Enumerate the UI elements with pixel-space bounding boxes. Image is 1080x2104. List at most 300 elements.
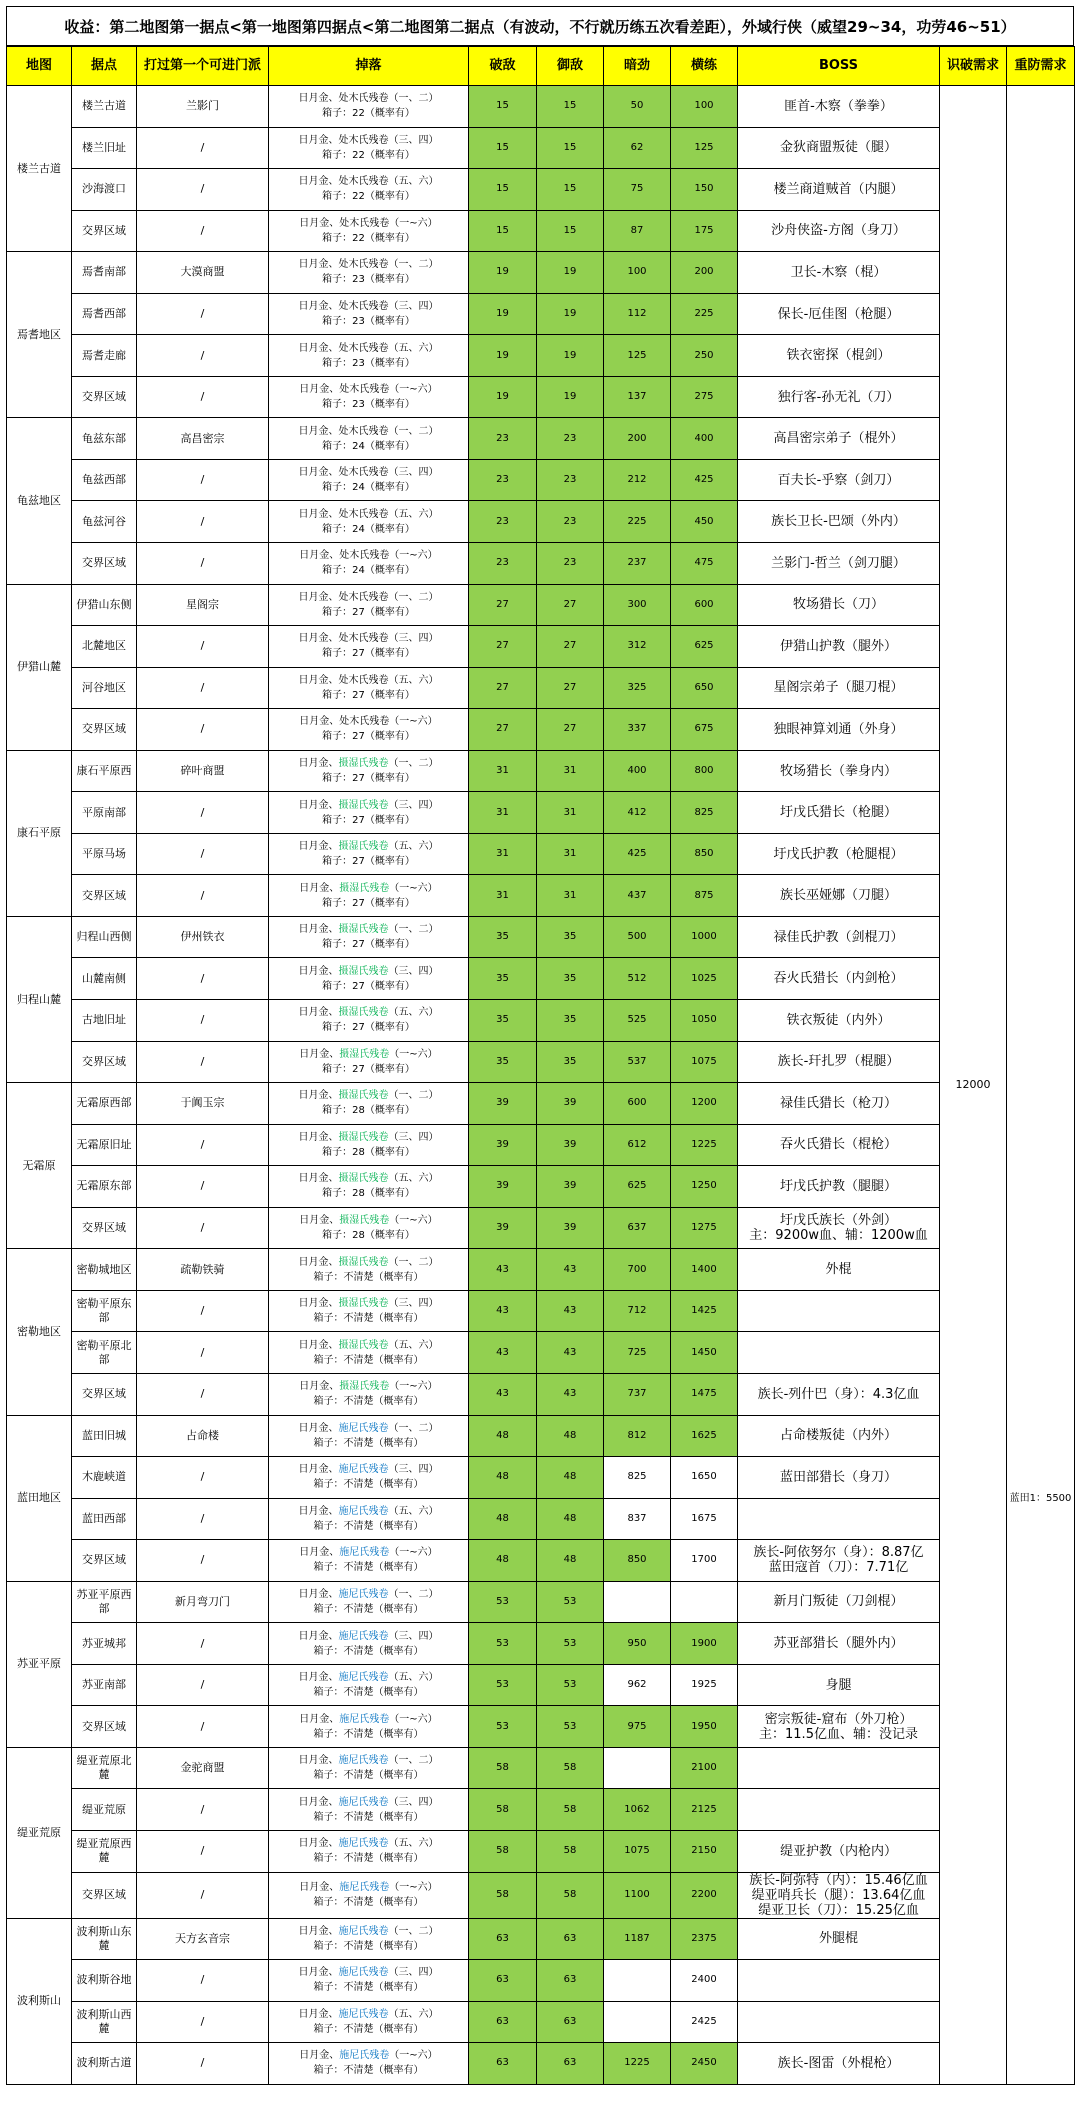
table-row	[7, 1332, 1075, 1374]
box-text: 箱子：27（概率有）	[322, 814, 415, 826]
scroll-name: 摄湿氏残卷	[338, 1298, 389, 1310]
map-cell: 缇亚荒原	[7, 1747, 72, 1918]
scroll-name: 摄湿氏残卷	[339, 1381, 390, 1393]
point-cell: 交界区域	[72, 1540, 137, 1582]
scroll-name: 施尼氏残卷	[339, 1547, 390, 1559]
drop-line	[271, 439, 466, 454]
sect-cell: 金驼商盟	[137, 1747, 269, 1789]
stat-cell: 15	[537, 86, 604, 128]
point-cell: 波利斯山西麓	[72, 2001, 137, 2043]
drop-line	[271, 1477, 466, 1492]
drop-text: 日月金、处木氏残卷（三、四）	[298, 134, 439, 146]
stat-cell: 19	[469, 252, 537, 294]
drop-text: （一、二）	[388, 1090, 439, 1102]
sect-cell: /	[137, 667, 269, 709]
table-row	[7, 1830, 1075, 1872]
drop-text: （五、六）	[388, 1838, 439, 1850]
stat-cell: 1675	[671, 1498, 738, 1540]
box-text: 箱子：28（概率有）	[322, 1188, 415, 1200]
stat-cell: 300	[604, 584, 671, 626]
table-row	[7, 2001, 1075, 2043]
stat-cell: 35	[537, 916, 604, 958]
stat-cell: 63	[537, 1960, 604, 2002]
stat-cell: 650	[671, 667, 738, 709]
stat-cell: 312	[604, 626, 671, 668]
header-cell: BOSS	[738, 47, 940, 86]
drop-cell	[269, 709, 469, 751]
drop-text: 日月金、	[298, 1755, 339, 1767]
boss-line: 族长-阿依努尔（身）：8.87亿	[753, 1545, 924, 1561]
drop-line	[271, 1394, 466, 1409]
box-text: 箱子：27（概率有）	[322, 1022, 415, 1034]
drop-line	[271, 922, 466, 937]
boss-line: 星阁宗弟子（腿刀棍）	[773, 680, 904, 696]
stat-cell: 23	[469, 459, 537, 501]
boss-line: 圩戊氏猎长（枪腿）	[779, 805, 897, 821]
stat-cell: 27	[469, 626, 537, 668]
table-row	[7, 1249, 1075, 1291]
table-row	[7, 459, 1075, 501]
box-text: 箱子：23（概率有）	[322, 316, 415, 327]
drop-cell	[269, 501, 469, 543]
sect-cell: 高昌密宗	[137, 418, 269, 460]
drop-text: 日月金、	[298, 1422, 339, 1434]
point-cell: 交界区域	[72, 210, 137, 252]
stat-cell: 19	[469, 293, 537, 335]
box-text: 箱子：不清楚（概率有）	[313, 1437, 424, 1449]
drop-text: 日月金、	[298, 1925, 339, 1937]
stat-cell: 237	[604, 543, 671, 585]
box-text: 箱子：24（概率有）	[322, 440, 415, 452]
drop-cell	[269, 1540, 469, 1582]
stat-cell: 475	[671, 543, 738, 585]
stat-cell: 15	[469, 127, 537, 169]
stat-cell: 23	[469, 543, 537, 585]
sect-cell: /	[137, 1706, 269, 1748]
stat-cell: 1062	[604, 1789, 671, 1831]
stat-cell: 53	[537, 1623, 604, 1665]
table-row	[7, 1918, 1075, 1960]
stat-cell: 53	[537, 1706, 604, 1748]
drop-text: （一、二）	[388, 1755, 439, 1767]
stat-cell: 43	[469, 1290, 537, 1332]
drop-line	[271, 771, 466, 786]
stat-cell: 2100	[671, 1747, 738, 1789]
stat-cell: 437	[604, 875, 671, 917]
drop-text: （一~六）	[389, 882, 438, 894]
point-cell: 平原马场	[72, 833, 137, 875]
drop-line	[271, 1965, 466, 1980]
box-text: 箱子：22（概率有）	[322, 191, 415, 203]
boss-cell	[738, 169, 940, 211]
stat-cell: 27	[537, 709, 604, 751]
sect-cell: 兰影门	[137, 86, 269, 128]
drop-line	[271, 133, 466, 148]
scroll-name: 施尼氏残卷	[338, 1505, 389, 1517]
boss-cell	[738, 792, 940, 834]
point-cell: 波利斯古道	[72, 2043, 137, 2085]
map-cell: 楼兰古道	[7, 86, 72, 252]
boss-line: 百夫长-乎察（剑刀）	[777, 472, 900, 488]
boss-line: 缇亚卫长（刀）：15.25亿血	[758, 1902, 919, 1918]
stat-cell: 39	[537, 1124, 604, 1166]
drop-text: 日月金、	[298, 1256, 339, 1268]
sect-cell: /	[137, 501, 269, 543]
boss-cell	[738, 376, 940, 418]
stat-cell: 43	[537, 1332, 604, 1374]
drop-cell	[269, 958, 469, 1000]
sect-cell: /	[137, 376, 269, 418]
drop-text: 日月金、处木氏残卷（五、六）	[298, 342, 439, 354]
drop-text: （一~六）	[389, 1547, 438, 1559]
point-cell: 交界区域	[72, 1207, 137, 1249]
drop-cell	[269, 1207, 469, 1249]
boss-line: 禄佳氏猎长（枪刀）	[779, 1095, 897, 1111]
drop-line	[271, 2048, 466, 2063]
sect-cell: 伊州铁衣	[137, 916, 269, 958]
stat-cell: 1425	[671, 1290, 738, 1332]
boss-cell	[738, 501, 940, 543]
drop-line	[271, 1560, 466, 1575]
drop-line	[271, 1062, 466, 1077]
table-row	[7, 1872, 1075, 1918]
point-cell: 交界区域	[72, 1706, 137, 1748]
stat-cell: 1275	[671, 1207, 738, 1249]
drop-cell	[269, 792, 469, 834]
boss-line: 主：11.5亿血、辅：没记录	[759, 1726, 918, 1742]
stat-cell: 1450	[671, 1332, 738, 1374]
box-text: 箱子：27（概率有）	[322, 648, 415, 660]
boss-line: 族长卫长-巴颂（外内）	[771, 514, 906, 530]
stat-cell: 212	[604, 459, 671, 501]
drop-line	[271, 756, 466, 771]
stat-cell: 500	[604, 916, 671, 958]
stat-cell: 27	[537, 626, 604, 668]
drop-line	[271, 1519, 466, 1534]
table-row	[7, 1373, 1075, 1415]
boss-line: 匪首-木察（拳拳）	[784, 98, 893, 114]
box-text: 箱子：不清楚（概率有）	[313, 1687, 424, 1699]
stat-cell: 2400	[671, 1960, 738, 2002]
drop-line	[271, 1587, 466, 1602]
drop-cell	[269, 916, 469, 958]
stat-cell: 512	[604, 958, 671, 1000]
drop-cell	[269, 293, 469, 335]
boss-cell	[738, 418, 940, 460]
drop-cell	[269, 418, 469, 460]
drop-text: 日月金、	[299, 1048, 340, 1060]
scroll-name: 施尼氏残卷	[338, 1925, 389, 1937]
drop-line	[271, 979, 466, 994]
stat-cell: 800	[671, 750, 738, 792]
drop-text: 日月金、	[298, 1630, 339, 1642]
stat-cell: 850	[671, 833, 738, 875]
boss-cell	[738, 1041, 940, 1083]
point-cell: 密勒平原东部	[72, 1290, 137, 1332]
drop-line	[271, 896, 466, 911]
boss-cell	[738, 667, 940, 709]
drop-text: 日月金、	[298, 1672, 339, 1684]
drop-cell	[269, 1373, 469, 1415]
table-row	[7, 1124, 1075, 1166]
drop-cell	[269, 626, 469, 668]
drop-text: （五、六）	[388, 1505, 439, 1517]
box-text: 箱子：27（概率有）	[322, 897, 415, 909]
table-row	[7, 1041, 1075, 1083]
boss-line: 蓝田寇首（刀）：7.71亿	[768, 1560, 909, 1576]
drop-line	[271, 605, 466, 620]
spreadsheet	[6, 6, 1074, 2085]
stat-cell: 58	[469, 1872, 537, 1918]
stat-cell: 48	[469, 1457, 537, 1499]
box-text: 箱子：23（概率有）	[322, 357, 415, 369]
stat-cell	[671, 1581, 738, 1623]
drop-line	[271, 964, 466, 979]
drop-text: 日月金、	[299, 1713, 340, 1725]
header-cell: 暗劲	[604, 47, 671, 86]
stat-cell	[604, 1747, 671, 1789]
stat-cell: 63	[469, 1918, 537, 1960]
drop-text: 日月金、处木氏残卷（一~六）	[299, 384, 438, 396]
scroll-name: 摄湿氏残卷	[338, 1007, 389, 1019]
stat-cell: 19	[469, 335, 537, 377]
stat-cell: 63	[469, 1960, 537, 2002]
boss-line: 族长-列什巴（身）：4.3亿血	[757, 1386, 920, 1402]
drop-line	[271, 424, 466, 439]
boss-cell	[738, 1540, 940, 1582]
sect-cell: /	[137, 1498, 269, 1540]
point-cell: 缇亚荒原西麓	[72, 1830, 137, 1872]
boss-line: 族长-图雷（外棍枪）	[777, 2055, 900, 2071]
boss-cell	[738, 2001, 940, 2043]
box-text: 箱子：27（概率有）	[322, 1063, 415, 1075]
map-cell: 无霜原	[7, 1083, 72, 1249]
drop-line	[271, 91, 466, 106]
stat-cell: 600	[671, 584, 738, 626]
stat-cell: 31	[537, 875, 604, 917]
boss-line: 外腿棍	[818, 1931, 858, 1947]
drop-text: （一~六）	[389, 2050, 438, 2062]
stat-cell: 525	[604, 1000, 671, 1042]
table-row	[7, 335, 1075, 377]
scroll-name: 施尼氏残卷	[338, 1967, 389, 1979]
drop-line	[271, 1924, 466, 1939]
drop-line	[271, 813, 466, 828]
stat-cell: 1925	[671, 1664, 738, 1706]
drop-line	[271, 714, 466, 729]
table-row	[7, 1207, 1075, 1249]
sect-cell: /	[137, 1041, 269, 1083]
box-text: 箱子：不清楚（概率有）	[313, 1396, 424, 1408]
point-cell: 焉耆走廊	[72, 335, 137, 377]
drop-text: 日月金、	[298, 965, 339, 977]
stat-cell: 53	[537, 1581, 604, 1623]
boss-cell	[738, 1747, 940, 1789]
drop-line	[271, 1130, 466, 1145]
drop-line	[271, 1851, 466, 1866]
drop-cell	[269, 1000, 469, 1042]
boss-cell	[738, 1166, 940, 1208]
drop-line	[271, 1836, 466, 1851]
boss-cell	[738, 293, 940, 335]
boss-cell	[738, 543, 940, 585]
scroll-name: 摄湿氏残卷	[338, 1090, 389, 1102]
drop-text: 日月金、处木氏残卷（一~六）	[299, 716, 438, 728]
drop-text: 日月金、处木氏残卷（一、二）	[298, 259, 439, 271]
stat-cell: 2425	[671, 2001, 738, 2043]
boss-line: 占命楼叛徒（内外）	[779, 1428, 897, 1444]
drop-line	[271, 881, 466, 896]
drop-line	[271, 216, 466, 231]
drop-text: 日月金、	[298, 1131, 339, 1143]
stat-cell: 225	[604, 501, 671, 543]
drop-text: 日月金、	[298, 1967, 339, 1979]
stat-cell: 48	[469, 1415, 537, 1457]
stat-cell: 1075	[604, 1830, 671, 1872]
box-text: 箱子：23（概率有）	[322, 399, 415, 411]
stat-cell	[604, 1960, 671, 2002]
table-row	[7, 169, 1075, 211]
drop-line	[271, 397, 466, 412]
point-cell: 北麓地区	[72, 626, 137, 668]
drop-line	[271, 1939, 466, 1954]
boss-cell	[738, 1207, 940, 1249]
drop-text: （五、六）	[388, 1339, 439, 1351]
table-row	[7, 833, 1075, 875]
drop-text: 日月金、	[298, 924, 339, 936]
drop-text: （五、六）	[388, 1173, 439, 1185]
sect-cell: /	[137, 2001, 269, 2043]
drop-line	[271, 2063, 466, 2078]
point-cell: 苏亚城邦	[72, 1623, 137, 1665]
boss-cell	[738, 958, 940, 1000]
boss-line: 保长-厄佳图（枪腿）	[777, 306, 900, 322]
drop-line	[271, 563, 466, 578]
table-row	[7, 584, 1075, 626]
sect-cell: /	[137, 1960, 269, 2002]
drop-cell	[269, 1747, 469, 1789]
table-row	[7, 1747, 1075, 1789]
stat-cell: 600	[604, 1083, 671, 1125]
stat-cell	[604, 2001, 671, 2043]
drop-text: 日月金、	[298, 1090, 339, 1102]
stat-cell: 725	[604, 1332, 671, 1374]
stat-cell: 837	[604, 1498, 671, 1540]
header-cell: 识破需求	[940, 47, 1007, 86]
box-text: 箱子：不清楚（概率有）	[313, 1853, 424, 1865]
boss-line: 吞火氏猎长（内剑枪）	[773, 971, 904, 987]
drop-line	[271, 673, 466, 688]
drop-line	[271, 1005, 466, 1020]
stat-cell: 612	[604, 1124, 671, 1166]
boss-cell	[738, 459, 940, 501]
boss-cell	[738, 709, 940, 751]
drop-cell	[269, 1457, 469, 1499]
drop-line	[271, 507, 466, 522]
boss-cell	[738, 1290, 940, 1332]
boss-cell	[738, 1249, 940, 1291]
stat-cell: 15	[469, 169, 537, 211]
boss-line: 圩戊氏族长（外剑）	[779, 1213, 897, 1229]
stat-cell: 53	[537, 1664, 604, 1706]
boss-line: 族长巫娅娜（刀腿）	[779, 888, 897, 904]
point-cell: 无霜原西部	[72, 1083, 137, 1125]
point-cell: 苏亚南部	[72, 1664, 137, 1706]
stat-cell: 175	[671, 210, 738, 252]
scroll-name: 施尼氏残卷	[338, 1630, 389, 1642]
boss-cell	[738, 1706, 940, 1748]
drop-cell	[269, 1830, 469, 1872]
drop-text: （三、四）	[388, 1967, 439, 1979]
stat-cell: 27	[469, 709, 537, 751]
stat-cell: 537	[604, 1041, 671, 1083]
drop-text: 日月金、处木氏残卷（三、四）	[298, 301, 439, 312]
stat-cell: 875	[671, 875, 738, 917]
box-text: 箱子：不清楚（概率有）	[313, 1562, 424, 1574]
stat-cell: 35	[537, 958, 604, 1000]
drop-line	[271, 231, 466, 246]
sect-cell: /	[137, 1290, 269, 1332]
stat-cell: 125	[604, 335, 671, 377]
sheet-title: 收益：第二地图第一据点<第一地图第四据点<第二地图第二据点（有波动，不行就历练五次看差距），外域行侠（威望29~34，功劳46~51）	[6, 6, 1074, 46]
table-row	[7, 626, 1075, 668]
boss-line: 族长-阿弥特（内）：15.46亿血	[749, 1872, 928, 1888]
box-text: 箱子：28（概率有）	[322, 1230, 415, 1242]
drop-line	[271, 1712, 466, 1727]
box-text: 箱子：不清楚（概率有）	[313, 1940, 424, 1952]
drop-line	[271, 1145, 466, 1160]
box-text: 箱子：不清楚（概率有）	[313, 1479, 424, 1491]
point-cell: 交界区域	[72, 543, 137, 585]
drop-text: （一、二）	[388, 924, 439, 936]
stat-cell: 400	[604, 750, 671, 792]
drop-text: 日月金、	[298, 1173, 339, 1185]
boss-cell	[738, 626, 940, 668]
map-cell: 焉耆地区	[7, 252, 72, 418]
stat-cell: 31	[469, 750, 537, 792]
stat-cell: 23	[537, 459, 604, 501]
drop-line	[271, 937, 466, 952]
drop-line	[271, 1685, 466, 1700]
boss-cell	[738, 1373, 940, 1415]
boss-line: 新月门叛徒（刀剑棍）	[773, 1594, 904, 1610]
boss-line: 圩戊氏护教（腿腿）	[779, 1178, 897, 1194]
drop-cell	[269, 210, 469, 252]
table-row	[7, 709, 1075, 751]
scroll-name: 施尼氏残卷	[338, 1464, 389, 1476]
sect-cell: 星阁宗	[137, 584, 269, 626]
sect-cell: /	[137, 1207, 269, 1249]
boss-cell	[738, 2043, 940, 2085]
drop-cell	[269, 1166, 469, 1208]
drop-text: 日月金、处木氏残卷（一、二）	[298, 425, 439, 437]
stat-cell: 625	[604, 1166, 671, 1208]
stat-cell: 39	[469, 1124, 537, 1166]
box-text: 箱子：不清楚（概率有）	[313, 1897, 424, 1909]
drop-text: （五、六）	[388, 1007, 439, 1019]
stat-cell: 31	[537, 792, 604, 834]
drop-line	[271, 1088, 466, 1103]
stat-cell: 39	[469, 1207, 537, 1249]
drop-text: （一、二）	[388, 1256, 439, 1268]
point-cell: 波利斯谷地	[72, 1960, 137, 2002]
stat-cell: 63	[469, 2001, 537, 2043]
drop-cell	[269, 2043, 469, 2085]
table-row	[7, 1000, 1075, 1042]
drop-line	[271, 1795, 466, 1810]
drop-text: （一~六）	[389, 1882, 438, 1894]
drop-cell	[269, 1872, 469, 1918]
